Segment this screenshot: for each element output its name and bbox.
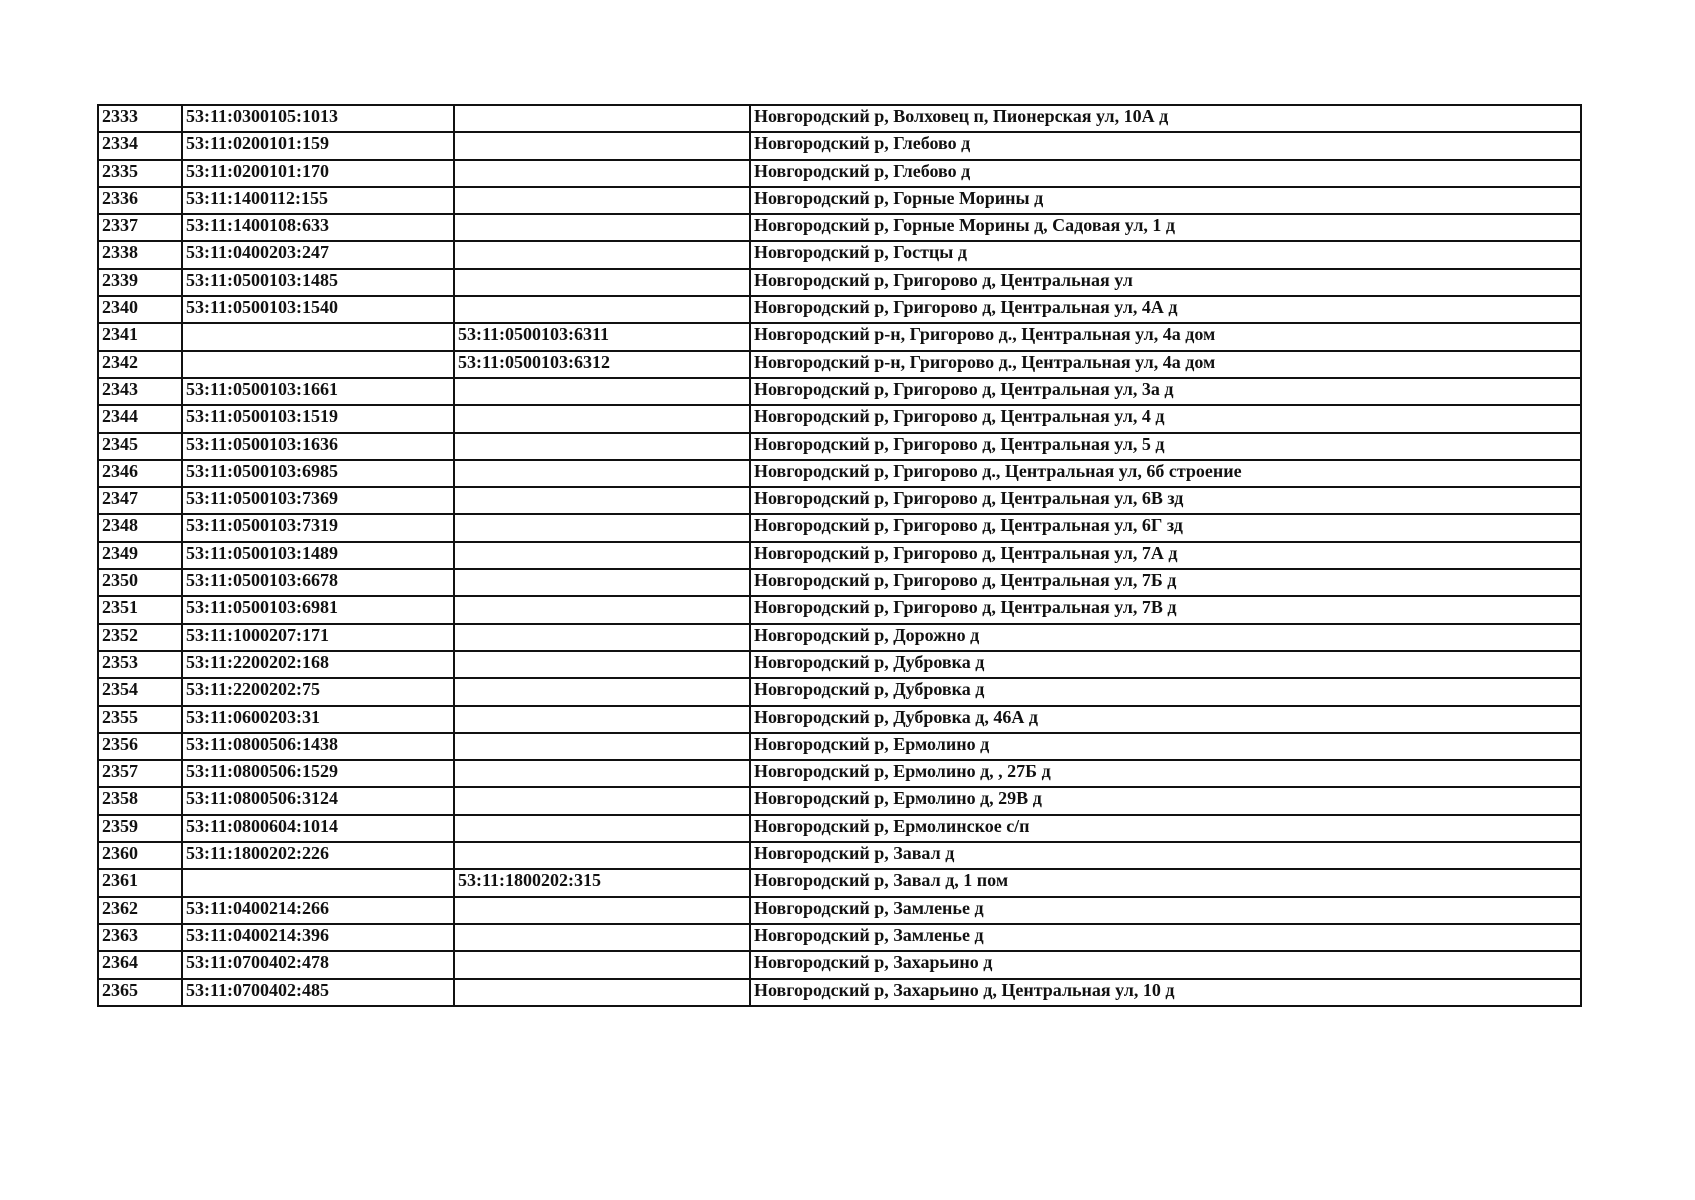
linked-cadastral-number-cell xyxy=(454,842,750,869)
row-number-cell: 2365 xyxy=(98,979,182,1006)
cadastral-number-cell: 53:11:0500103:7319 xyxy=(182,514,454,541)
cadastral-number-cell: 53:11:0600203:31 xyxy=(182,706,454,733)
row-number-cell: 2359 xyxy=(98,815,182,842)
cadastral-number-cell: 53:11:1400112:155 xyxy=(182,187,454,214)
document-page xyxy=(97,104,1582,1007)
row-number-cell: 2344 xyxy=(98,405,182,432)
table-row xyxy=(98,405,1581,432)
address-cell: Новгородский р, Григорово д, Центральная ул xyxy=(750,269,1581,296)
linked-cadastral-number-cell xyxy=(454,760,750,787)
table-row xyxy=(98,296,1581,323)
row-number-cell: 2336 xyxy=(98,187,182,214)
address-cell: Новгородский р, Глебово д xyxy=(750,132,1581,159)
cadastral-number-cell: 53:11:0400203:247 xyxy=(182,241,454,268)
cadastral-number-cell: 53:11:0800604:1014 xyxy=(182,815,454,842)
row-number-cell: 2348 xyxy=(98,514,182,541)
table-row xyxy=(98,105,1581,132)
linked-cadastral-number-cell xyxy=(454,733,750,760)
table-row xyxy=(98,542,1581,569)
address-cell: Новгородский р, Ермолино д xyxy=(750,733,1581,760)
address-cell: Новгородский р, Григорово д, Центральная ул, 4 д xyxy=(750,405,1581,432)
row-number-cell: 2364 xyxy=(98,951,182,978)
cadastral-number-cell: 53:11:0500103:6985 xyxy=(182,460,454,487)
address-cell: Новгородский р, Григорово д, Центральная ул, 5 д xyxy=(750,433,1581,460)
cadastral-number-cell: 53:11:1800202:226 xyxy=(182,842,454,869)
cadastral-number-cell xyxy=(182,351,454,378)
cadastral-number-cell: 53:11:0800506:1529 xyxy=(182,760,454,787)
address-cell: Новгородский р, Завал д xyxy=(750,842,1581,869)
linked-cadastral-number-cell: 53:11:0500103:6311 xyxy=(454,323,750,350)
address-cell: Новгородский р, Григорово д, Центральная ул, 6В зд xyxy=(750,487,1581,514)
cadastral-number-cell: 53:11:0200101:170 xyxy=(182,160,454,187)
row-number-cell: 2353 xyxy=(98,651,182,678)
linked-cadastral-number-cell xyxy=(454,596,750,623)
address-cell: Новгородский р, Горные Морины д, Садовая ул, 1 д xyxy=(750,214,1581,241)
table-row xyxy=(98,160,1581,187)
row-number-cell: 2351 xyxy=(98,596,182,623)
address-cell: Новгородский р, Григорово д, Центральная ул, 6Г зд xyxy=(750,514,1581,541)
cadastral-number-cell: 53:11:0300105:1013 xyxy=(182,105,454,132)
cadastral-number-cell xyxy=(182,323,454,350)
address-cell: Новгородский р, Ермолино д, 29В д xyxy=(750,787,1581,814)
cadastral-number-cell: 53:11:0500103:6981 xyxy=(182,596,454,623)
address-cell: Новгородский р, Григорово д., Центральная ул, 6б строение xyxy=(750,460,1581,487)
linked-cadastral-number-cell xyxy=(454,105,750,132)
cadastral-number-cell: 53:11:0500103:1519 xyxy=(182,405,454,432)
address-cell: Новгородский р, Глебово д xyxy=(750,160,1581,187)
registry-table-body xyxy=(98,105,1581,1006)
linked-cadastral-number-cell xyxy=(454,706,750,733)
cadastral-number-cell: 53:11:0500103:6678 xyxy=(182,569,454,596)
table-row xyxy=(98,760,1581,787)
address-cell: Новгородский р, Замленье д xyxy=(750,924,1581,951)
row-number-cell: 2341 xyxy=(98,323,182,350)
row-number-cell: 2337 xyxy=(98,214,182,241)
cadastral-number-cell xyxy=(182,869,454,896)
cadastral-number-cell: 53:11:1000207:171 xyxy=(182,624,454,651)
row-number-cell: 2342 xyxy=(98,351,182,378)
row-number-cell: 2343 xyxy=(98,378,182,405)
row-number-cell: 2345 xyxy=(98,433,182,460)
table-row xyxy=(98,569,1581,596)
row-number-cell: 2340 xyxy=(98,296,182,323)
row-number-cell: 2350 xyxy=(98,569,182,596)
table-row xyxy=(98,351,1581,378)
cadastral-number-cell: 53:11:0500103:1489 xyxy=(182,542,454,569)
address-cell: Новгородский р-н, Григорово д., Центральная ул, 4а дом xyxy=(750,323,1581,350)
address-cell: Новгородский р, Захарьино д, Центральная ул, 10 д xyxy=(750,979,1581,1006)
table-row xyxy=(98,678,1581,705)
row-number-cell: 2334 xyxy=(98,132,182,159)
address-cell: Новгородский р-н, Григорово д., Центральная ул, 4а дом xyxy=(750,351,1581,378)
linked-cadastral-number-cell xyxy=(454,405,750,432)
linked-cadastral-number-cell xyxy=(454,433,750,460)
cadastral-number-cell: 53:11:0800506:3124 xyxy=(182,787,454,814)
address-cell: Новгородский р, Григорово д, Центральная ул, 4А д xyxy=(750,296,1581,323)
linked-cadastral-number-cell xyxy=(454,460,750,487)
row-number-cell: 2360 xyxy=(98,842,182,869)
linked-cadastral-number-cell xyxy=(454,214,750,241)
address-cell: Новгородский р, Дорожно д xyxy=(750,624,1581,651)
cadastral-number-cell: 53:11:0500103:1636 xyxy=(182,433,454,460)
table-row xyxy=(98,842,1581,869)
cadastral-number-cell: 53:11:0200101:159 xyxy=(182,132,454,159)
row-number-cell: 2357 xyxy=(98,760,182,787)
linked-cadastral-number-cell xyxy=(454,378,750,405)
cadastral-number-cell: 53:11:0500103:1485 xyxy=(182,269,454,296)
registry-table xyxy=(97,104,1582,1007)
table-row xyxy=(98,596,1581,623)
linked-cadastral-number-cell xyxy=(454,514,750,541)
row-number-cell: 2362 xyxy=(98,897,182,924)
table-row xyxy=(98,815,1581,842)
address-cell: Новгородский р, Григорово д, Центральная ул, 7В д xyxy=(750,596,1581,623)
row-number-cell: 2346 xyxy=(98,460,182,487)
address-cell: Новгородский р, Замленье д xyxy=(750,897,1581,924)
address-cell: Новгородский р, Захарьино д xyxy=(750,951,1581,978)
address-cell: Новгородский р, Дубровка д xyxy=(750,651,1581,678)
cadastral-number-cell: 53:11:0500103:1661 xyxy=(182,378,454,405)
table-row xyxy=(98,323,1581,350)
linked-cadastral-number-cell xyxy=(454,951,750,978)
row-number-cell: 2356 xyxy=(98,733,182,760)
cadastral-number-cell: 53:11:0500103:1540 xyxy=(182,296,454,323)
row-number-cell: 2355 xyxy=(98,706,182,733)
table-row xyxy=(98,132,1581,159)
table-row xyxy=(98,787,1581,814)
address-cell: Новгородский р, Завал д, 1 пом xyxy=(750,869,1581,896)
cadastral-number-cell: 53:11:2200202:168 xyxy=(182,651,454,678)
address-cell: Новгородский р, Дубровка д, 46А д xyxy=(750,706,1581,733)
table-row xyxy=(98,869,1581,896)
address-cell: Новгородский р, Волховец п, Пионерская ул, 10А д xyxy=(750,105,1581,132)
table-row xyxy=(98,651,1581,678)
linked-cadastral-number-cell xyxy=(454,269,750,296)
cadastral-number-cell: 53:11:0400214:396 xyxy=(182,924,454,951)
row-number-cell: 2352 xyxy=(98,624,182,651)
table-row xyxy=(98,979,1581,1006)
cadastral-number-cell: 53:11:0400214:266 xyxy=(182,897,454,924)
row-number-cell: 2347 xyxy=(98,487,182,514)
row-number-cell: 2361 xyxy=(98,869,182,896)
cadastral-number-cell: 53:11:0500103:7369 xyxy=(182,487,454,514)
address-cell: Новгородский р, Григорово д, Центральная ул, 3а д xyxy=(750,378,1581,405)
address-cell: Новгородский р, Григорово д, Центральная ул, 7А д xyxy=(750,542,1581,569)
linked-cadastral-number-cell xyxy=(454,924,750,951)
row-number-cell: 2358 xyxy=(98,787,182,814)
table-row xyxy=(98,733,1581,760)
linked-cadastral-number-cell: 53:11:1800202:315 xyxy=(454,869,750,896)
table-row xyxy=(98,378,1581,405)
row-number-cell: 2333 xyxy=(98,105,182,132)
table-row xyxy=(98,924,1581,951)
linked-cadastral-number-cell xyxy=(454,815,750,842)
cadastral-number-cell: 53:11:1400108:633 xyxy=(182,214,454,241)
linked-cadastral-number-cell xyxy=(454,160,750,187)
cadastral-number-cell: 53:11:2200202:75 xyxy=(182,678,454,705)
table-row xyxy=(98,487,1581,514)
row-number-cell: 2339 xyxy=(98,269,182,296)
linked-cadastral-number-cell xyxy=(454,132,750,159)
linked-cadastral-number-cell xyxy=(454,542,750,569)
linked-cadastral-number-cell xyxy=(454,979,750,1006)
table-row xyxy=(98,897,1581,924)
linked-cadastral-number-cell xyxy=(454,787,750,814)
row-number-cell: 2354 xyxy=(98,678,182,705)
table-row xyxy=(98,514,1581,541)
table-row xyxy=(98,433,1581,460)
cadastral-number-cell: 53:11:0700402:478 xyxy=(182,951,454,978)
table-row xyxy=(98,951,1581,978)
linked-cadastral-number-cell xyxy=(454,569,750,596)
table-row xyxy=(98,241,1581,268)
linked-cadastral-number-cell: 53:11:0500103:6312 xyxy=(454,351,750,378)
table-row xyxy=(98,187,1581,214)
linked-cadastral-number-cell xyxy=(454,187,750,214)
linked-cadastral-number-cell xyxy=(454,296,750,323)
linked-cadastral-number-cell xyxy=(454,241,750,268)
address-cell: Новгородский р, Гостцы д xyxy=(750,241,1581,268)
linked-cadastral-number-cell xyxy=(454,651,750,678)
address-cell: Новгородский р, Ермолинское с/п xyxy=(750,815,1581,842)
cadastral-number-cell: 53:11:0700402:485 xyxy=(182,979,454,1006)
row-number-cell: 2349 xyxy=(98,542,182,569)
address-cell: Новгородский р, Ермолино д, , 27Б д xyxy=(750,760,1581,787)
table-row xyxy=(98,460,1581,487)
table-row xyxy=(98,706,1581,733)
address-cell: Новгородский р, Григорово д, Центральная ул, 7Б д xyxy=(750,569,1581,596)
linked-cadastral-number-cell xyxy=(454,487,750,514)
cadastral-number-cell: 53:11:0800506:1438 xyxy=(182,733,454,760)
linked-cadastral-number-cell xyxy=(454,897,750,924)
address-cell: Новгородский р, Горные Морины д xyxy=(750,187,1581,214)
row-number-cell: 2335 xyxy=(98,160,182,187)
table-row xyxy=(98,624,1581,651)
linked-cadastral-number-cell xyxy=(454,678,750,705)
row-number-cell: 2363 xyxy=(98,924,182,951)
table-row xyxy=(98,214,1581,241)
table-row xyxy=(98,269,1581,296)
linked-cadastral-number-cell xyxy=(454,624,750,651)
address-cell: Новгородский р, Дубровка д xyxy=(750,678,1581,705)
row-number-cell: 2338 xyxy=(98,241,182,268)
